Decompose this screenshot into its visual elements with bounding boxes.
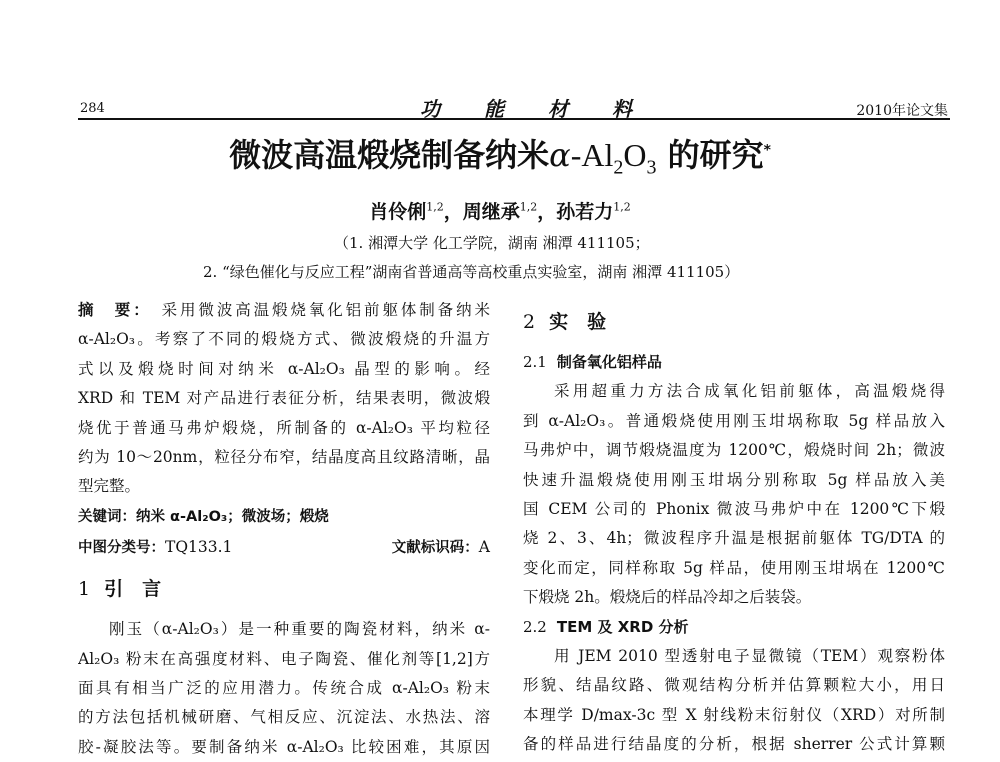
abstract-label: 摘 要： [78,301,152,319]
volume-label: 2010年论文集 [856,103,948,119]
page-number: 284 [80,101,105,116]
section-title: 实 验 [549,311,607,333]
intro-line: Al₂O₃ 粉末在高强度材料、电子陶瓷、催化剂等[1,2]方 [78,649,490,668]
header-rule [78,118,950,120]
body-line: 烧 2、3、4h；微波程序升温是根据前躯体 TG/DTA 的 [523,529,945,548]
abstract-line: XRD 和 TEM 对产品进行表征分析，结果表明，微波煅 [78,389,490,408]
body-line: 变化而定，同样称取 5g 样品，使用刚玉坩埚在 1200℃ [523,558,945,577]
section-heading-introduction [78,563,490,615]
title-suffix: 的研究 [667,136,764,174]
intro-line: 胶-凝胶法等。要制备纳米 α-Al₂O₃ 比较困难，其原因 [78,737,490,756]
keywords-text: 纳米 α-Al₂O₃；微波场；煅烧 [136,508,329,525]
title-alpha: α [549,136,571,174]
doc-code-label: 文献标识码： [391,540,479,557]
author-3-affil: 1,2 [613,200,631,214]
body-line: 快速升温煅烧使用刚玉坩埚分别称取 5g 样品放入美 [523,470,945,489]
right-column [523,296,945,759]
abstract-text: 采用微波高温煅烧氧化铝前躯体制备纳米 [161,301,490,319]
subsection-title: 制备氧化铝样品 [556,353,662,371]
abstract-line: 烧优于普通马弗炉煅烧，所制备的 α-Al₂O₃ 平均粒径 [78,418,490,437]
body-line: 本理学 D/max-3c 型 X 射线粉末衍射仪（XRD）对所制 [523,705,945,724]
section-title: 引 言 [104,578,162,601]
body-line: 马弗炉中，调节煅烧温度为 1200℃，煅烧时间 2h；微波 [523,441,945,460]
section-number: 2 [523,311,536,333]
title-sub1: 2 [613,156,624,179]
body-line: 形貌、结晶纹路、微观结构分析并估算颗粒大小，用日 [523,676,945,695]
classification-line [78,531,490,563]
keywords-line [78,502,490,531]
doc-code-value: A [478,538,490,557]
author-1-affil: 1,2 [426,200,444,214]
subsection-heading-2-1 [523,348,945,377]
body-line: 用 JEM 2010 型透射电子显微镜（TEM）观察粉体 [554,646,945,665]
body-line: 下煅烧 2h。煅烧后的样品冷却之后装袋。 [523,588,812,607]
title-chem: -Al [570,137,614,173]
subsection-number: 2.2 [523,617,547,636]
author-3: 孙若力 [556,201,614,223]
abstract-line: 式以及煅烧时间对纳米 α-Al₂O₃ 晶型的影响。经 [78,359,490,378]
author-2-affil: 1,2 [519,200,538,214]
author-1: 肖伶俐 [369,201,427,223]
subsection-title: TEM 及 XRD 分析 [556,617,689,636]
intro-line: 刚玉（α-Al₂O₃）是一种重要的陶瓷材料，纳米 α- [109,620,490,639]
title-o: O [623,137,647,173]
affiliation-2: 2. “绿色催化与反应工程”湖南省普通高等高校重点实验室，湖南 湘潭 411105） [203,263,740,281]
affiliation-1: （1. 湘潭大学 化工学院，湖南 湘潭 411105； [334,234,650,252]
body-line: 备的样品进行结晶度的分析，根据 sherrer 公式计算颗 [523,735,945,754]
keywords-label: 关键词： [78,508,136,525]
subsection-heading-2-2 [523,613,945,642]
intro-line: 的方法包括机械研磨、气相反应、沉淀法、水热法、溶 [78,708,490,727]
title-prefix: 微波高温煅烧制备纳米 [229,136,550,174]
abstract-line: α-Al₂O₃。考察了不同的煅烧方式、微波煅烧的升温方 [78,330,490,349]
author-list: 肖伶俐$^{1,2}$，周继承$^{1,2}$，孙若力$^{1,2}$ [369,200,631,223]
body-line: 采用超重力方法合成氧化铝前躯体，高温煅烧得 [554,382,945,401]
body-line: 国 CEM 公司的 Phonix 微波马弗炉中在 1200℃下煅 [523,499,945,518]
author-2: 周继承 [462,201,520,223]
abstract-line: 型完整。 [78,477,141,496]
clc-value: TQ133.1 [165,538,233,557]
section-number: 1 [78,578,91,601]
title-sub2: 3 [646,156,657,179]
subsection-number: 2.1 [523,353,547,371]
left-column [78,296,490,762]
section-heading-experiment [523,296,945,348]
abstract-line: 约为 10～20nm，粒径分布窄，结晶度高且纹路清晰，晶 [78,447,490,466]
intro-line: 面具有相当广泛的应用潜力。传统合成 α-Al₂O₃ 粉末 [78,678,490,697]
abstract-line [78,296,490,325]
body-line: 到 α-Al₂O₃。普通煅烧使用刚玉坩埚称取 5g 样品放入 [523,411,945,430]
paper-title [0,130,1000,179]
clc-label: 中图分类号： [78,540,165,557]
title-footnote-mark: * [763,142,771,159]
journal-name: 功能材料 [420,97,676,121]
